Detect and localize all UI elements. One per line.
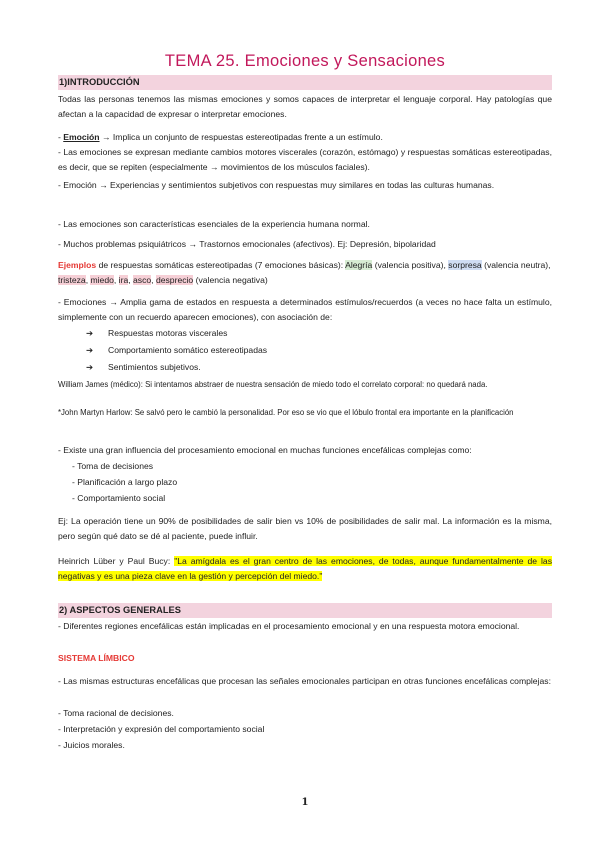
function-list-item: - Interpretación y expresión del comportamiento social: [58, 724, 265, 734]
examples-paragraph: [58, 258, 552, 288]
valence-positive: (valencia positiva),: [372, 260, 449, 270]
highlighted-quote: "La amígdala es el gran centro de las emociones, de todas, aunque fundamentalmente de las negativas y es una pieza clave en la gestión y percepción del miedo.": [58, 556, 552, 582]
emotion-tristeza: tristeza: [58, 275, 86, 286]
section-header-intro: 1)INTRODUCCIÓN: [58, 75, 552, 90]
limbic-system-heading: SISTEMA LÍMBICO: [58, 653, 135, 663]
psychiatric-line: - Muchos problemas psiquiátricos → Trastornos emocionales (afectivos). Ej: Depresión, bipolaridad: [58, 239, 436, 249]
function-item: - Comportamiento social: [72, 493, 166, 503]
emotions-range-paragraph: - Emociones → Amplia gama de estados en respuesta a determinados estímulos/recuerdos (a veces no hace falta un estímulo, simplemente con un recuerdo aparecen emociones), con asociación de:: [58, 297, 552, 323]
page-number: 1: [301, 797, 309, 808]
arrow-icon: ➔: [86, 362, 94, 372]
intro-paragraph: Todas las personas tenemos las mismas emociones y somos capaces de interpretar el lenguaje corporal. Hay patologías que afectan a la capacidad de expresar o interpretar emociones.: [58, 94, 552, 120]
william-james-quote: William James (médico): Si intentamos abstraer de nuestra sensación de miedo todo el correlato corporal: no quedará nada.: [58, 380, 488, 389]
emotion-definition-text: → Implica un conjunto de respuestas estereotipadas frente a un estímulo.: [99, 132, 383, 142]
regions-paragraph: - Diferentes regiones encefálicas están implicadas en el procesamiento emocional y en una respuesta motora emocional.: [58, 621, 520, 631]
valence-neutral: (valencia neutra),: [481, 260, 551, 270]
emotion-asco: asco: [133, 275, 152, 286]
valence-negative: (valencia negativa): [193, 275, 268, 286]
emotion-sorpresa: sorpresa: [448, 260, 482, 270]
bullet-item: [86, 343, 267, 358]
influence-paragraph: - Existe una gran influencia del procesamiento emocional en muchas funciones encefálicas complejas como:: [58, 445, 472, 455]
bullet-text: Respuestas motoras viscerales: [108, 328, 228, 338]
structures-paragraph: - Las mismas estructuras encefálicas que procesan las señales emocionales participan en otras funciones encefálicas complejas:: [58, 676, 551, 686]
emotion-term: Emoción: [63, 132, 100, 142]
function-item: - Toma de decisiones: [72, 461, 154, 471]
separator: ,: [128, 275, 134, 286]
bullet-text: Sentimientos subjetivos.: [108, 362, 201, 372]
separator: ,: [151, 275, 156, 286]
example-operation: Ej: La operación tiene un 90% de posibilidades de salir bien vs 10% de posibilidades de salir mal. La información es la misma, pero según qué dato se dé al paciente, puede influir.: [58, 516, 552, 542]
emotion-desprecio: desprecio: [155, 275, 194, 286]
separator: ,: [113, 275, 119, 286]
bullet-text: Comportamiento somático estereotipadas: [108, 345, 268, 355]
examples-term: Ejemplos: [58, 260, 97, 270]
emotion-ira: ira: [118, 275, 129, 286]
authors: Heinrich Lüber y Paul Bucy:: [58, 556, 175, 566]
arrow-icon: ➔: [86, 345, 94, 355]
kluver-bucy-quote: [58, 554, 552, 584]
function-list-item: - Toma racional de decisiones.: [58, 708, 174, 718]
bullet-item: [86, 326, 227, 341]
examples-text: de respuestas somáticas estereotipadas (7 emociones básicas):: [96, 260, 346, 270]
emotion-alegria: Alegría: [345, 260, 373, 270]
dash: -: [58, 132, 64, 142]
arrow-icon: ➔: [86, 328, 94, 338]
experience-paragraph: - Emoción → Experiencias y sentimientos subjetivos con respuestas muy similares en todas las culturas humanas.: [58, 180, 495, 190]
harlow-note: *John Martyn Harlow: Se salvó pero le cambió la personalidad. Por eso se vio que el lóbulo frontal era importante en la planificación: [58, 408, 514, 417]
essential-line: - Las emociones son características esenciales de la experiencia humana normal.: [58, 219, 370, 229]
section-header-general: 2) ASPECTOS GENERALES: [58, 603, 552, 618]
separator: ,: [85, 275, 91, 286]
expression-paragraph: - Las emociones se expresan mediante cambios motores viscerales (corazón, estómago) y respuestas somáticas estereotipadas, es decir, que se repiten (especialmente → movimientos de los músculos faciales).: [58, 147, 552, 173]
emotion-definition: [58, 130, 552, 145]
bullet-item: [86, 360, 201, 375]
function-list-item: - Juicios morales.: [58, 740, 125, 750]
emotion-miedo: miedo: [90, 275, 114, 286]
page-title: TEMA 25. Emociones y Sensaciones: [164, 52, 446, 70]
function-item: - Planificación a largo plazo: [72, 477, 178, 487]
